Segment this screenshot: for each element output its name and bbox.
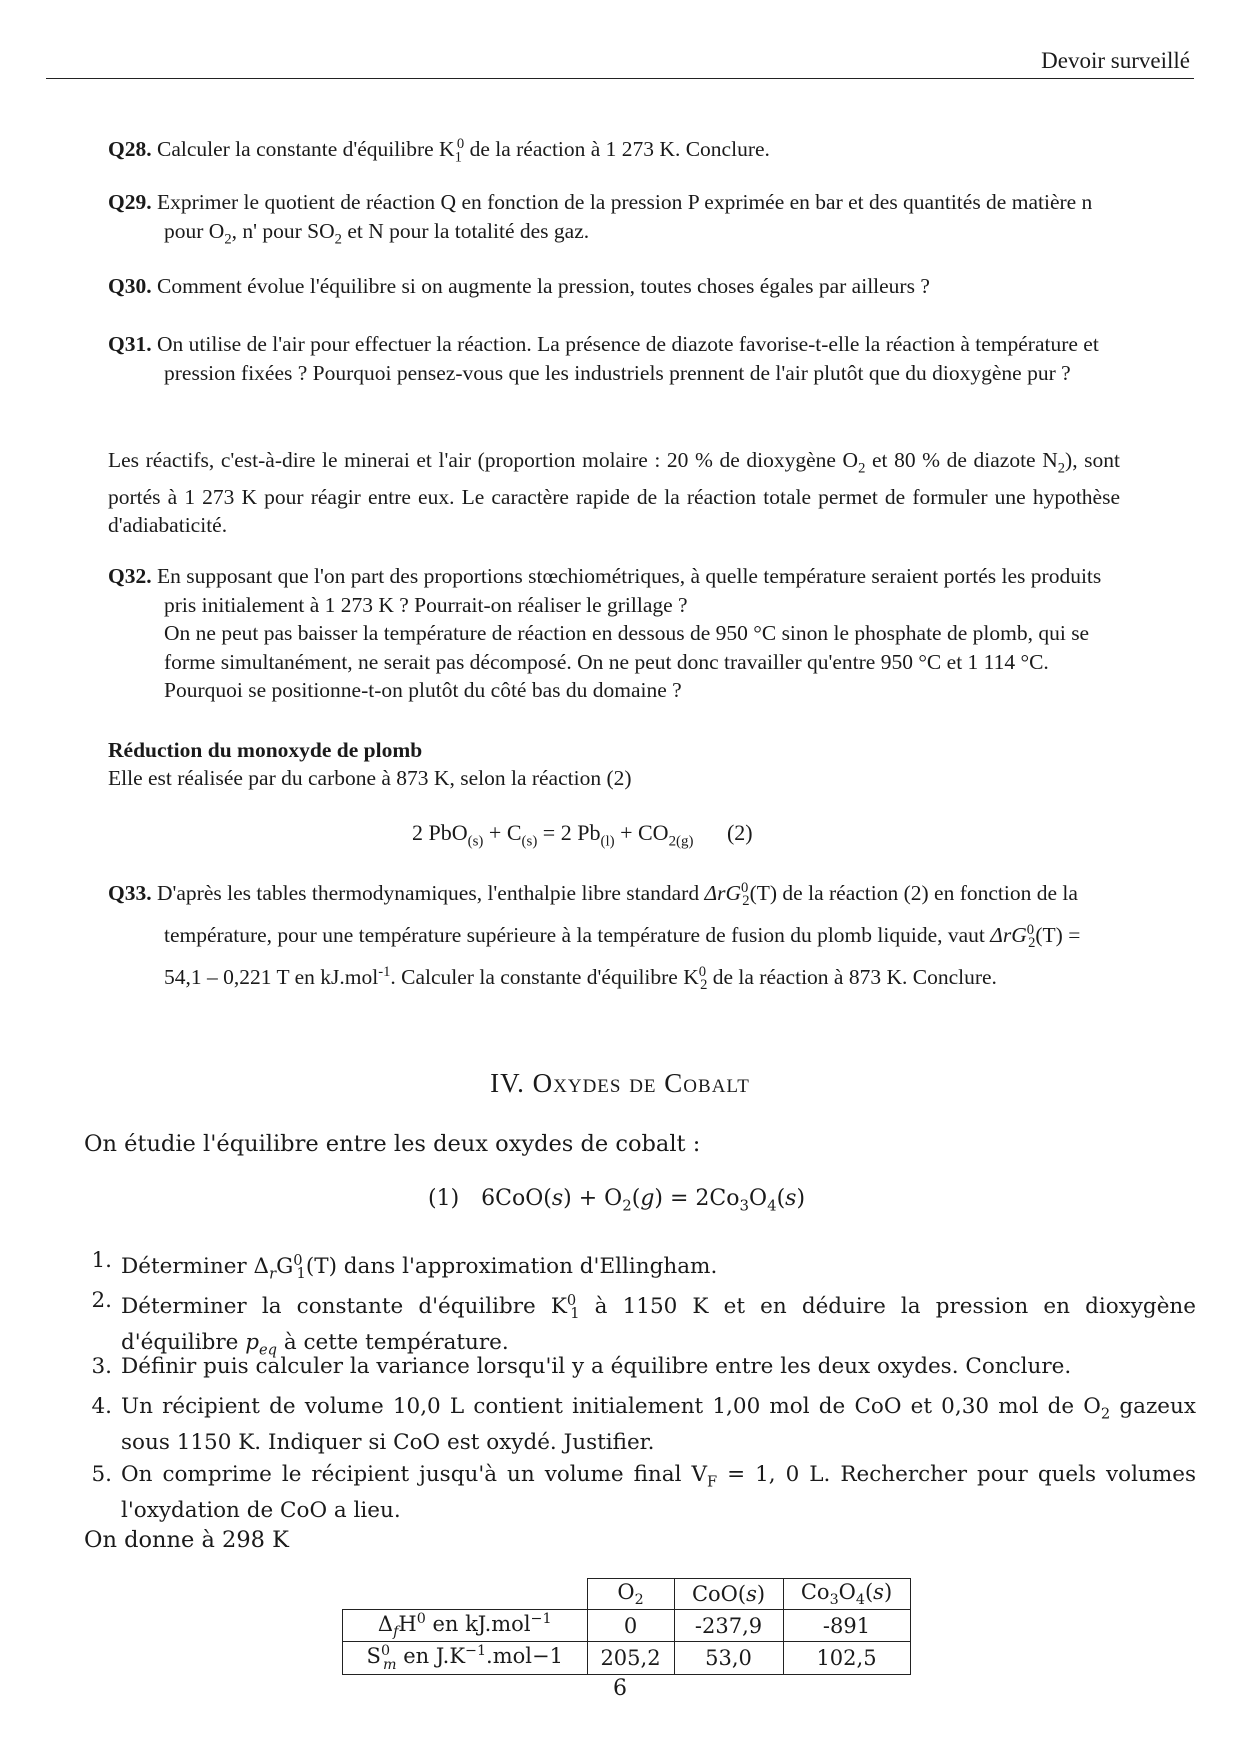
question-28: Q28. Calculer la constante d'équilibre $K_1^0$ de la réaction à 1 273 K. Conclure.	[108, 136, 770, 166]
question-30: Q30. Comment évolue l'équilibre si on augmente la pression, toutes choses égales par ailleurs ?	[108, 274, 930, 298]
section-intro: On étudie l'équilibre entre les deux oxydes de cobalt :	[84, 1131, 701, 1157]
table-row: $\Delta_fH^0$ en kJ.mol$^{-1}$ 0 -237,9 -891	[343, 1610, 911, 1642]
page-number: 6	[613, 1676, 627, 1701]
q31-label: Q31.	[108, 332, 152, 356]
row-label: $S^0_m$ en $J.K^{-1}.mol-1$	[343, 1642, 588, 1674]
table-header-row	[343, 1579, 911, 1610]
header-title: Devoir surveillé	[1041, 48, 1190, 73]
list-item: 5. On comprime le récipient jusqu'à un volume final $V_F = 1$, 0 L. Rechercher pour quels volumes l'oxydation de CoO a lieu.	[91, 1462, 1196, 1524]
q29-label: Q29.	[108, 190, 152, 214]
list-item: 2. Déterminer la constante d'équilibre $K^0_1$ à 1150 K et en déduire la pression en dioxygène d'équilibre $p_{eq}$ à cette température.	[91, 1288, 1196, 1359]
row-label: $\Delta_fH^0$ en kJ.mol$^{-1}$	[343, 1610, 588, 1642]
thermo-table	[342, 1578, 911, 1675]
question-29: Q29. Exprimer le quotient de réaction Q en fonction de la pression P exprimée en bar et des quantités de matière n pour $O_2$, n' pour $SO_2$ et N pour la totalité des gaz.	[108, 190, 1093, 247]
reduction-intro: Elle est réalisée par du carbone à 873 K, selon la réaction (2)	[108, 766, 632, 790]
equation-2: 2 $PbO_{(s)} + C_{(s)} = 2$ $Pb_{(l)} + CO_{2(g)}$ (2)	[412, 820, 753, 850]
list-item: 1. Déterminer $\Delta_rG^0_1(T)$ dans l'approximation d'Ellingham.	[91, 1248, 718, 1283]
data-intro: On donne à 298 K	[84, 1527, 289, 1553]
section-title: IV. Oxydes de Cobalt	[490, 1068, 750, 1098]
q30-label: Q30.	[108, 274, 152, 298]
q32-label: Q32.	[108, 564, 152, 588]
question-33: Q33. D'après les tables thermodynamiques, l'enthalpie libre standard ΔrG$^0_2$(T) de la réaction (2) en fonction de la température, pour une température supérieure à la température de fusion du plomb liquide, vaut ΔrG$^0_2$(T) = 54,1 – 0,221 T en kJ.mol$^{-1}$. Calculer la constante d'équilibre $K^0_2$ de la réaction à 873 K. Conclure.	[108, 880, 1081, 994]
list-item: 4. Un récipient de volume 10,0 L contient initialement 1,00 mol de CoO et 0,30 mol de $O_2$ gazeux sous 1150 K. Indiquer si CoO est oxydé. Justifier.	[91, 1394, 1196, 1456]
table-row: $S^0_m$ en $J.K^{-1}.mol-1$ 205,2 53,0 102,5	[343, 1642, 911, 1674]
question-31: Q31. On utilise de l'air pour effectuer la réaction. La présence de diazote favorise-t-elle la réaction à température et pression fixées ? Pourquoi pensez-vous que les industriels prennent de l'air plutôt que du dioxygène pur ?	[108, 332, 1099, 385]
reduction-heading: Réduction du monoxyde de plomb	[108, 738, 423, 762]
q33-label: Q33.	[108, 881, 152, 906]
equation-1: (1) $6CoO(s) + O_2(g) = 2Co_3O_4(s)$	[428, 1186, 806, 1215]
col-o2: $O_2$	[587, 1579, 674, 1610]
q28-label: Q28.	[108, 137, 152, 162]
list-item: 3. Définir puis calculer la variance lorsqu'il y a équilibre entre les deux oxydes. Conclure.	[91, 1354, 1072, 1379]
paragraph-reactifs: Les réactifs, c'est-à-dire le minerai et l'air (proportion molaire : 20 % de dioxygène $O_2$ et 80 % de diazote $N_2$), sont portés à 1 273 K pour réagir entre eux. Le caractère rapide de la réaction totale permet de formuler une hypothèse d'adiabaticité.	[108, 448, 1120, 538]
col-coo: CoO(s)	[674, 1579, 783, 1610]
question-32: Q32. En supposant que l'on part des proportions stœchiométriques, à quelle température seraient portés les produits pris initialement à 1 273 K ? Pourrait-on réaliser le grillage ? On ne peut pas baisser la température de réaction en dessous de 950 °C sinon le phosphate de plomb, qui se forme simultanément, ne serait pas décomposé. On ne peut donc travailler qu'entre 950 °C et 1 114 °C. Pourquoi se positionne-t-on plutôt du côté bas du domaine ?	[108, 564, 1102, 702]
page-header	[46, 44, 1194, 79]
col-co3o4: $Co_3O_4(s)$	[783, 1579, 910, 1610]
